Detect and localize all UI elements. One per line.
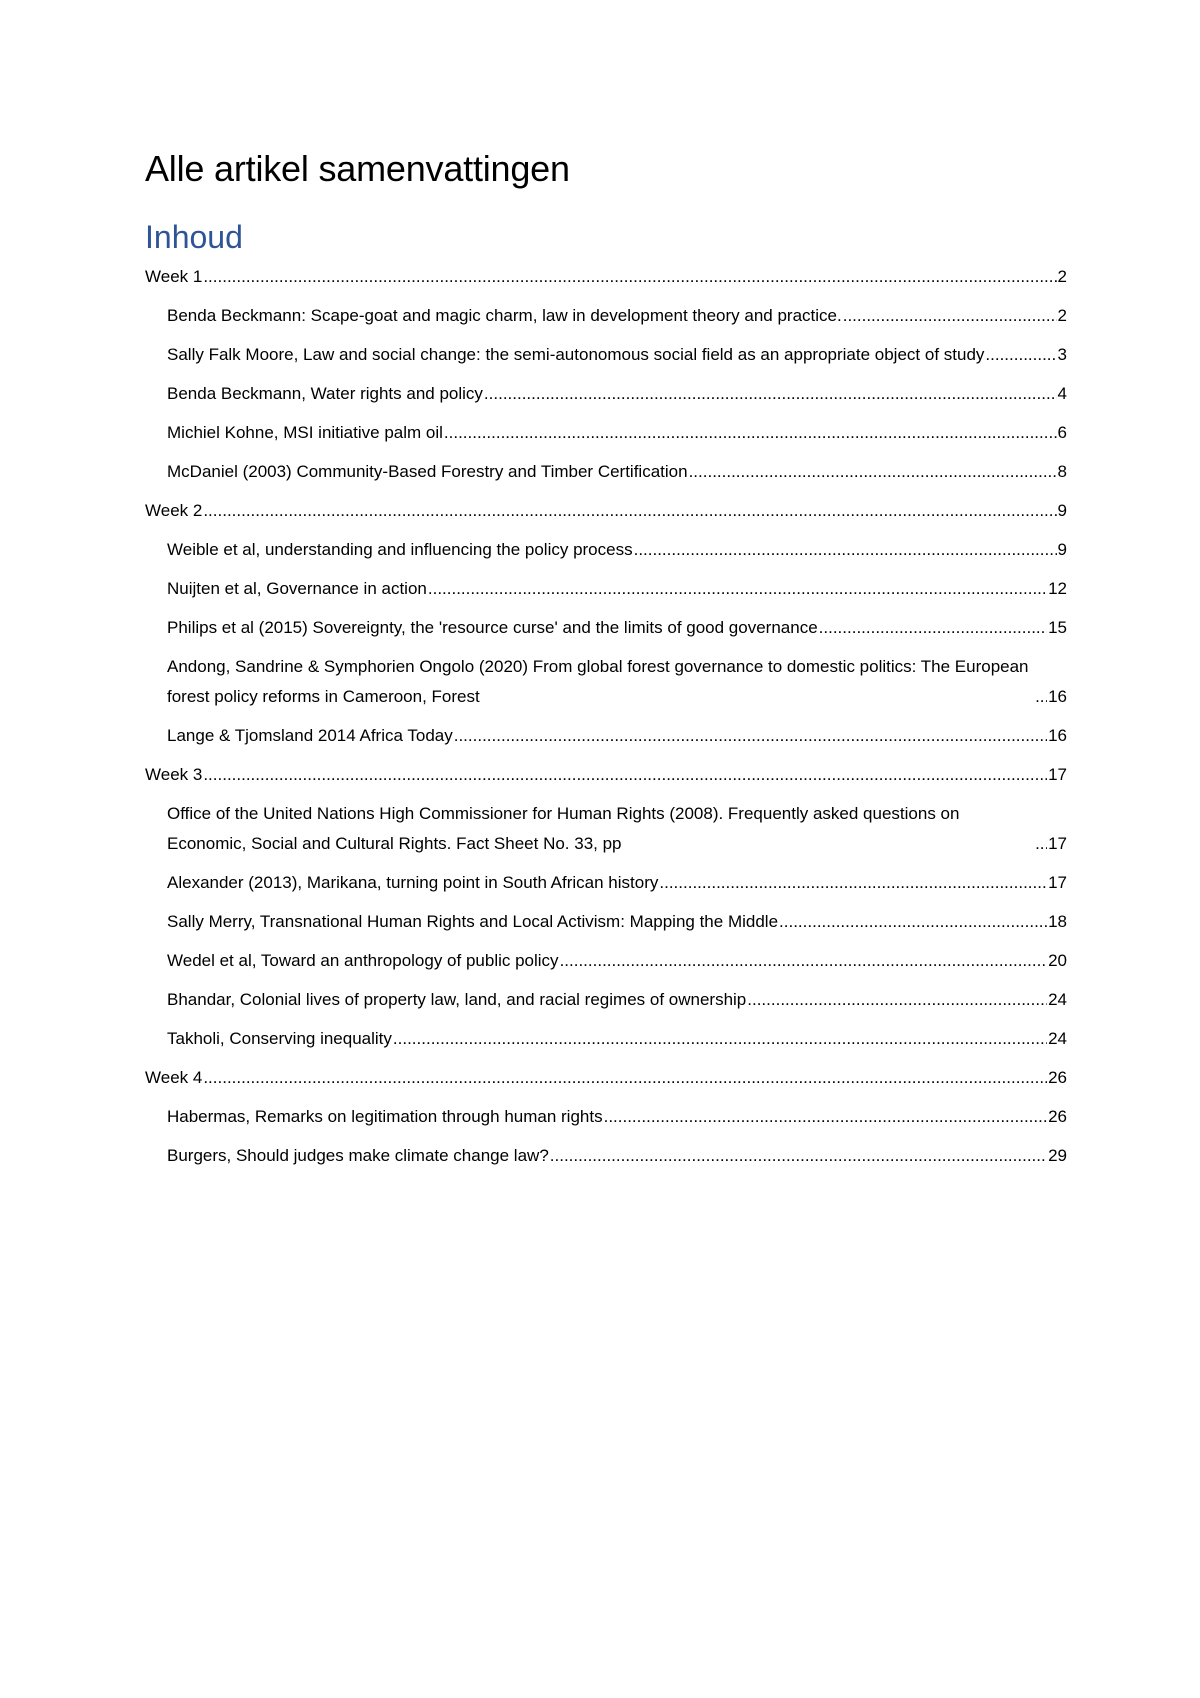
toc-page-number: 9	[1057, 540, 1067, 559]
toc-entry-text: McDaniel (2003) Community-Based Forestry and Timber Certification	[167, 462, 688, 481]
toc-page-number: 18	[1048, 912, 1067, 931]
toc-article-entry[interactable]	[145, 418, 1067, 448]
toc-dot-leader	[747, 985, 1047, 1015]
toc-entry-text: Benda Beckmann, Water rights and policy	[167, 384, 483, 403]
toc-dot-leader	[444, 418, 1057, 448]
toc-dot-leader	[843, 301, 1057, 331]
toc-entry-text: Wedel et al, Toward an anthropology of public policy	[167, 951, 559, 970]
toc-dot-leader	[779, 907, 1047, 937]
toc-section-entry[interactable]	[145, 760, 1067, 790]
toc-page-number: 4	[1057, 384, 1067, 403]
toc-dot-leader	[203, 760, 1047, 790]
toc-dot-leader	[454, 721, 1047, 751]
toc-entry-text: Sally Falk Moore, Law and social change: the semi-autonomous social field as an appropriate object of study	[167, 345, 985, 364]
toc-article-entry[interactable]	[145, 907, 1067, 937]
toc-entry-text: Alexander (2013), Marikana, turning point in South African history	[167, 873, 659, 892]
toc-page-number: 24	[1048, 990, 1067, 1009]
toc-page-number: 8	[1057, 462, 1067, 481]
toc-entry-text: Burgers, Should judges make climate change law?	[167, 1146, 549, 1165]
toc-article-entry[interactable]	[145, 535, 1067, 565]
toc-page-number: 3	[1057, 345, 1067, 364]
toc-dot-leader	[689, 457, 1057, 487]
toc-entry-text: Office of the United Nations High Commissioner for Human Rights (2008). Frequently asked questions on Economic, Social and Cultural Rights. Fact Sheet No. 33, pp	[167, 804, 960, 853]
toc-page-number: 16	[1048, 726, 1067, 745]
toc-page-number: 6	[1057, 423, 1067, 442]
toc-page-number: 29	[1048, 1146, 1067, 1165]
toc-page-number: 2	[1057, 267, 1067, 286]
toc-article-entry[interactable]	[145, 1102, 1067, 1132]
toc-dot-leader	[550, 1141, 1047, 1171]
toc-entry-text: Weible et al, understanding and influencing the policy process	[167, 540, 633, 559]
toc-dot-leader	[203, 496, 1056, 526]
toc-dot-leader	[393, 1024, 1047, 1054]
toc-dot-leader	[985, 340, 1056, 370]
toc-dot-leader	[560, 946, 1048, 976]
toc-dot-leader	[203, 1063, 1047, 1093]
toc-entry-text: Benda Beckmann: Scape-goat and magic charm, law in development theory and practice.	[167, 306, 842, 325]
toc-entry-text: Bhandar, Colonial lives of property law, land, and racial regimes of ownership	[167, 990, 747, 1009]
table-of-contents	[145, 262, 1067, 1180]
toc-entry-text: Week 4	[145, 1068, 203, 1087]
toc-article-entry[interactable]	[145, 379, 1067, 409]
toc-section-entry[interactable]	[145, 1063, 1067, 1093]
toc-entry-text: Sally Merry, Transnational Human Rights and Local Activism: Mapping the Middle	[167, 912, 779, 931]
toc-page-number: 20	[1048, 951, 1067, 970]
toc-page-number: 17	[1048, 765, 1067, 784]
toc-article-entry[interactable]	[145, 868, 1067, 898]
toc-article-entry[interactable]	[145, 301, 1067, 331]
toc-page-number: 17	[1048, 834, 1067, 853]
toc-article-entry[interactable]	[145, 721, 1067, 751]
toc-page-number: 12	[1048, 579, 1067, 598]
toc-dot-leader	[428, 574, 1047, 604]
toc-page-number: 9	[1057, 501, 1067, 520]
toc-page-number: 16	[1048, 687, 1067, 706]
toc-article-entry[interactable]	[145, 799, 1067, 859]
toc-page-number: 2	[1057, 306, 1067, 325]
toc-entry-text: Takholi, Conserving inequality	[167, 1029, 392, 1048]
toc-section-entry[interactable]	[145, 496, 1067, 526]
toc-article-entry[interactable]	[145, 652, 1067, 712]
toc-page-number: 15	[1048, 618, 1067, 637]
document-title: Alle artikel samenvattingen	[145, 148, 570, 189]
toc-entry-text: Michiel Kohne, MSI initiative palm oil	[167, 423, 443, 442]
toc-page-number: 26	[1048, 1107, 1067, 1126]
toc-section-entry[interactable]	[145, 262, 1067, 292]
toc-dot-leader	[604, 1102, 1047, 1132]
toc-dot-leader	[634, 535, 1057, 565]
toc-article-entry[interactable]	[145, 985, 1067, 1015]
toc-page-number: 17	[1048, 873, 1067, 892]
toc-article-entry[interactable]	[145, 613, 1067, 643]
toc-entry-text: Andong, Sandrine & Symphorien Ongolo (2020) From global forest governance to domestic politics: The European forest policy reforms in Cameroon, Forest	[167, 657, 1029, 706]
toc-page-number: 24	[1048, 1029, 1067, 1048]
toc-dot-leader	[659, 868, 1047, 898]
toc-dot-leader	[819, 613, 1047, 643]
toc-entry-text: Habermas, Remarks on legitimation through human rights	[167, 1107, 603, 1126]
toc-dot-leader	[203, 262, 1056, 292]
toc-article-entry[interactable]	[145, 1141, 1067, 1171]
toc-article-entry[interactable]	[145, 457, 1067, 487]
toc-entry-text: Nuijten et al, Governance in action	[167, 579, 427, 598]
toc-entry-text: Week 1	[145, 267, 203, 286]
toc-article-entry[interactable]	[145, 574, 1067, 604]
toc-entry-text: Week 2	[145, 501, 203, 520]
toc-article-entry[interactable]	[145, 1024, 1067, 1054]
toc-dot-leader	[1035, 829, 1047, 859]
toc-dot-leader	[1035, 682, 1047, 712]
toc-entry-text: Philips et al (2015) Sovereignty, the 'resource curse' and the limits of good governance	[167, 618, 818, 637]
toc-heading: Inhoud	[145, 219, 243, 255]
toc-entry-text: Week 3	[145, 765, 203, 784]
toc-article-entry[interactable]	[145, 340, 1067, 370]
toc-dot-leader	[484, 379, 1057, 409]
toc-article-entry[interactable]	[145, 946, 1067, 976]
toc-page-number: 26	[1048, 1068, 1067, 1087]
toc-entry-text: Lange & Tjomsland 2014 Africa Today	[167, 726, 453, 745]
